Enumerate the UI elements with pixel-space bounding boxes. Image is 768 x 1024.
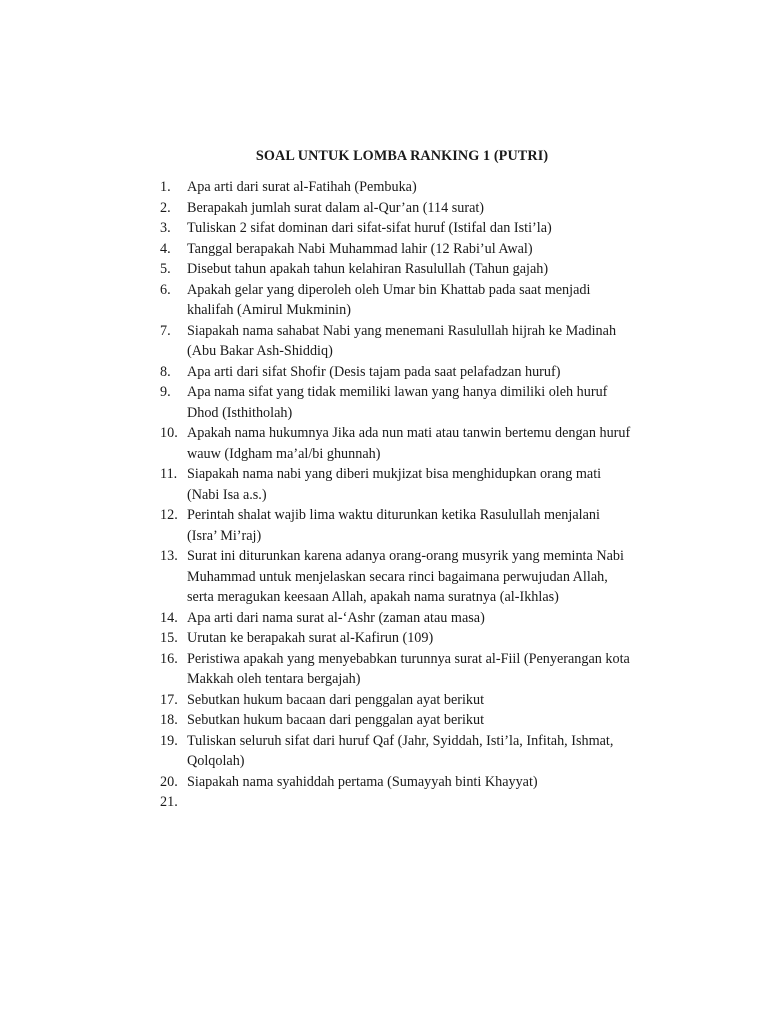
question-number: 2. — [160, 199, 171, 216]
question-item — [160, 423, 680, 464]
question-item — [160, 731, 680, 772]
question-text: Siapakah nama sahabat Nabi yang menemani Rasulullah hijrah ke Madinah (Abu Bakar Ash-Shiddiq) — [187, 322, 617, 359]
question-text: Perintah shalat wajib lima waktu diturunkan ketika Rasulullah menjalani (Isra’ Mi’raj) — [187, 507, 600, 544]
question-item — [160, 690, 680, 711]
question-text: Siapakah nama syahiddah pertama (Sumayyah binti Khayyat) — [187, 773, 538, 790]
question-text: Disebut tahun apakah tahun kelahiran Rasulullah (Tahun gajah) — [187, 261, 549, 277]
question-text: Apa arti dari nama surat al-‘Ashr (zaman atau masa) — [187, 609, 485, 626]
question-item — [160, 218, 680, 239]
question-number: 14. — [160, 609, 178, 626]
question-number: 6. — [160, 281, 171, 298]
question-item — [160, 382, 680, 423]
question-number: 15. — [160, 630, 178, 646]
document-title: SOAL UNTUK LOMBA RANKING 1 (PUTRI) — [255, 148, 549, 164]
question-number: 21. — [160, 794, 178, 810]
question-text: Apa arti dari sifat Shofir (Desis tajam pada saat pelafadzan huruf) — [187, 363, 561, 380]
question-number: 9. — [160, 384, 171, 400]
question-item — [160, 280, 680, 321]
question-item — [160, 464, 680, 505]
question-number: 10. — [160, 425, 178, 441]
question-text: Sebutkan hukum bacaan dari penggalan ayat berikut — [187, 712, 485, 728]
question-text: Tanggal berapakah Nabi Muhammad lahir (12 Rabi’ul Awal) — [187, 240, 533, 257]
question-number: 16. — [160, 650, 178, 667]
question-text: Sebutkan hukum bacaan dari penggalan ayat berikut — [187, 691, 485, 708]
question-number: 19. — [160, 732, 178, 749]
question-text: Tuliskan 2 sifat dominan dari sifat-sifat huruf (Istifal dan Isti’la) — [187, 220, 552, 236]
question-item — [160, 649, 680, 690]
question-text: Siapakah nama nabi yang diberi mukjizat bisa menghidupkan orang mati (Nabi Isa a.s.) — [187, 466, 602, 503]
question-item — [160, 772, 680, 793]
question-text: Surat ini diturunkan karena adanya orang-orang musyrik yang meminta Nabi Muhammad untuk menjelaskan secara rinci bagaimana perwujudan Allah, serta meragukan keesaan Allah, apakah nama suratnya (al-Ikhlas) — [187, 548, 624, 605]
question-item — [160, 239, 680, 260]
question-text: Apa arti dari surat al-Fatihah (Pembuka) — [187, 179, 417, 195]
question-number: 12. — [160, 507, 178, 523]
question-number: 20. — [160, 773, 178, 790]
question-text: Berapakah jumlah surat dalam al-Qur’an (114 surat) — [187, 199, 485, 216]
question-text: Tuliskan seluruh sifat dari huruf Qaf (Jahr, Syiddah, Isti’la, Infitah, Ishmat, Qolqolah) — [187, 732, 614, 769]
question-item — [160, 792, 680, 813]
question-number: 8. — [160, 363, 171, 380]
question-number: 4. — [160, 240, 171, 257]
question-item — [160, 259, 680, 280]
question-text: Peristiwa apakah yang menyebabkan turunnya surat al-Fiil (Penyerangan kota Makkah oleh tentara bergajah) — [187, 650, 630, 687]
question-text: Apakah gelar yang diperoleh oleh Umar bin Khattab pada saat menjadi khalifah (Amirul Mukminin) — [187, 281, 591, 318]
question-number: 17. — [160, 691, 178, 708]
question-item — [160, 608, 680, 629]
question-item — [160, 362, 680, 383]
question-item — [160, 198, 680, 219]
question-item — [160, 710, 680, 731]
question-number: 11. — [160, 466, 178, 482]
question-text: Apa nama sifat yang tidak memiliki lawan yang hanya dimiliki oleh huruf Dhod (Isthitholah) — [187, 384, 608, 421]
question-item — [160, 177, 680, 198]
question-number: 7. — [160, 322, 171, 339]
question-item — [160, 321, 680, 362]
question-number: 5. — [160, 261, 171, 277]
question-number: 3. — [160, 220, 171, 236]
question-text: Apakah nama hukumnya Jika ada nun mati atau tanwin bertemu dengan huruf wauw (Idgham ma’al/bi ghunnah) — [187, 425, 631, 462]
question-number: 18. — [160, 712, 178, 728]
question-item — [160, 628, 680, 649]
question-item — [160, 505, 680, 546]
question-text: Urutan ke berapakah surat al-Kafirun (109) — [187, 630, 434, 646]
question-item — [160, 546, 680, 608]
question-list — [160, 177, 680, 813]
question-number: 1. — [160, 179, 171, 195]
question-number: 13. — [160, 548, 178, 564]
